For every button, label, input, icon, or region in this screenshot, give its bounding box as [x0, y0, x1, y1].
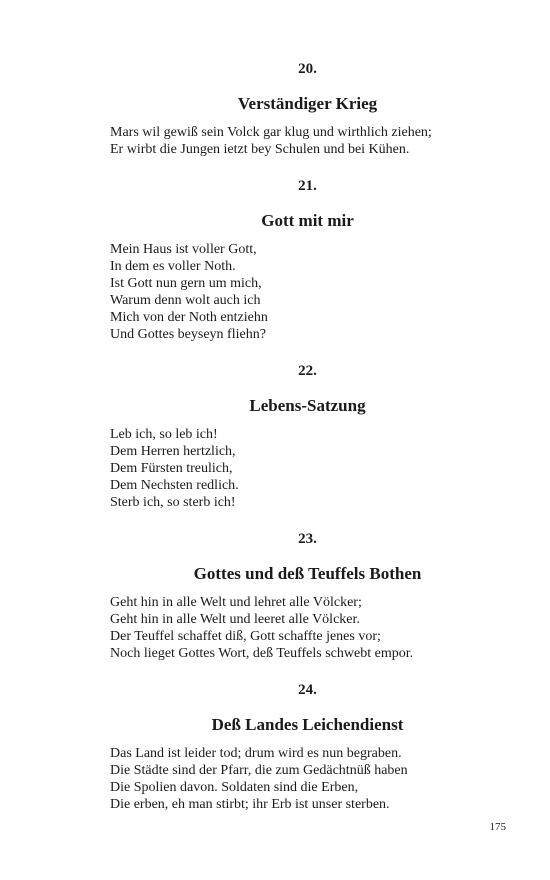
page-number: 175 [489, 821, 506, 833]
epigram-verse [110, 241, 505, 343]
epigram-verse [110, 124, 505, 158]
epigram-title: Verständiger Krieg [237, 94, 378, 113]
verse-line: Geht hin in alle Welt und lehret alle Völcker; [110, 595, 362, 610]
epigram-title: Deß Landes Leichendienst [211, 715, 404, 734]
epigram-24 [110, 681, 505, 813]
verse-line: Das Land ist leider tod; drum wird es nun begraben. [110, 746, 402, 761]
epigram-verse [110, 745, 505, 813]
verse-line: Mars wil gewiß sein Volck gar klug und wirthlich ziehen; [110, 125, 432, 140]
epigram-number: 21. [298, 178, 317, 194]
verse-line: Noch lieget Gottes Wort, deß Teuffels schwebt empor. [110, 646, 414, 661]
epigram-20 [110, 60, 505, 158]
verse-line: Mich von der Noth entziehn [110, 310, 268, 325]
epigram-23 [110, 530, 505, 662]
epigram-verse [110, 426, 505, 511]
verse-line: Mein Haus ist voller Gott, [110, 242, 257, 257]
verse-line: Warum denn wolt auch ich [110, 293, 261, 308]
verse-line: Er wirbt die Jungen ietzt bey Schulen und bei Kühen. [110, 142, 410, 157]
verse-line: Dem Nechsten redlich. [110, 478, 239, 493]
epigram-22 [110, 362, 505, 511]
verse-line: Der Teuffel schaffet diß, Gott schaffte jenes vor; [110, 629, 381, 644]
verse-line: Sterb ich, so sterb ich! [110, 495, 236, 510]
epigram-title: Gottes und deß Teuffels Bothen [193, 564, 422, 583]
epigram-21 [110, 177, 505, 343]
epigram-title: Gott mit mir [261, 211, 354, 230]
epigram-title: Lebens-Satzung [249, 396, 366, 415]
verse-line: Ist Gott nun gern um mich, [110, 276, 262, 291]
verse-line: In dem es voller Noth. [110, 259, 236, 274]
verse-line: Die Spolien davon. Soldaten sind die Erben, [110, 780, 359, 795]
epigram-number: 22. [298, 363, 317, 379]
verse-line: Geht hin in alle Welt und leeret alle Völcker. [110, 612, 360, 627]
verse-line: Dem Fürsten treulich, [110, 461, 233, 476]
verse-line: Die erben, eh man stirbt; ihr Erb ist unser sterben. [110, 797, 390, 812]
epigram-number: 20. [298, 61, 317, 77]
verse-line: Leb ich, so leb ich! [110, 427, 218, 442]
epigram-number: 24. [298, 682, 317, 698]
epigram-number: 23. [298, 531, 317, 547]
verse-line: Und Gottes beyseyn fliehn? [110, 327, 266, 342]
verse-line: Die Städte sind der Pfarr, die zum Gedächtnüß haben [110, 763, 408, 778]
epigram-verse [110, 594, 505, 662]
verse-line: Dem Herren hertzlich, [110, 444, 236, 459]
